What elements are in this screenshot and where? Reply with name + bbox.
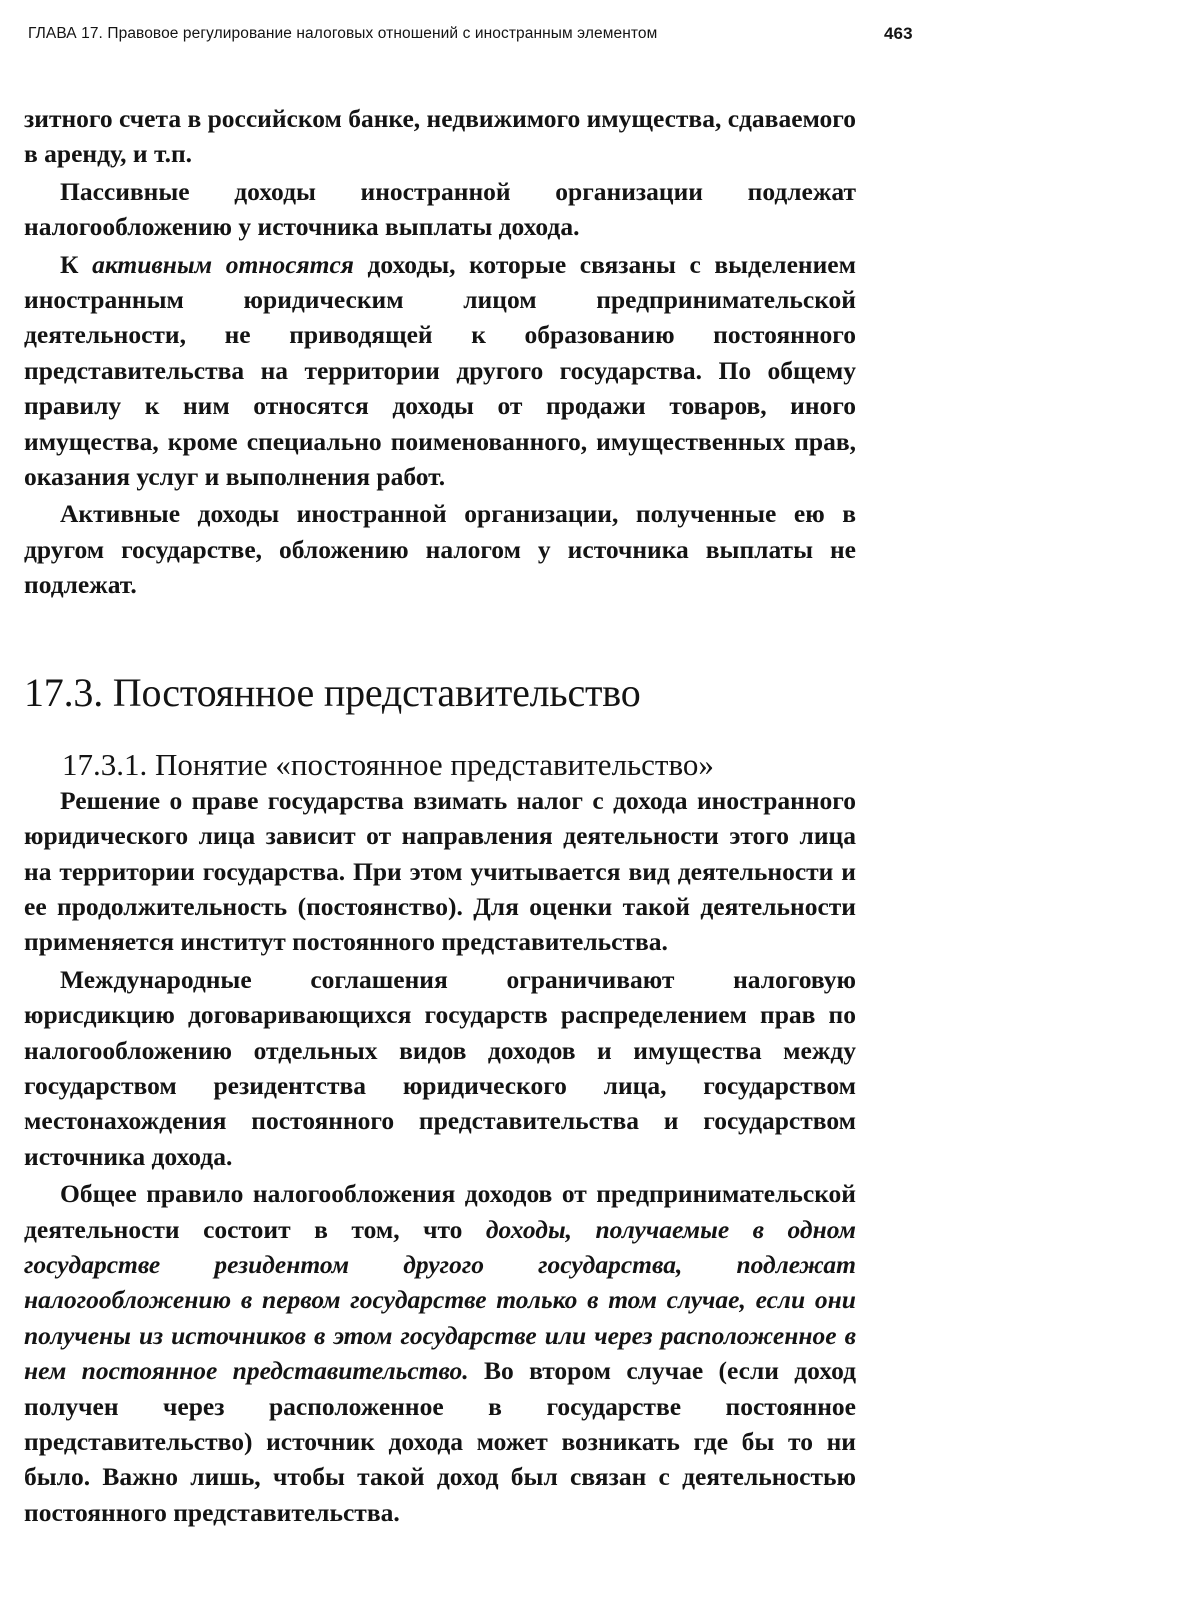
paragraph-text: доходы, которые связаны с выделением иностранным юридическим лицом предпринимательской деятельности, не приводящей к образованию постоянного представительства на территории другого государства. По общему правилу к ним относятся доходы от продажи товаров, иного имущества, кроме специально поименованного, имущественных прав, оказания услуг и выполнения работ. [24,249,856,492]
paragraph-lead: Общее правило налогообложения доходов от предпринимательской деятельности состоит в том, что [24,1179,856,1244]
paragraph-general-rule [24,1176,856,1530]
chapter-title: ГЛАВА 17. Правовое регулирование налоговых отношений с иностранным элементом [28,25,658,42]
paragraph-text: Во втором случае (если доход получен через расположенное в государстве постоянное представительство) источник дохода может возникать где бы то ни было. Важно лишь, чтобы такой доход был связан с деятельностью постоянного представительства. [24,1356,856,1527]
paragraph-passive-income: Пассивные доходы иностранной организации подлежат налогообложению у источника выплаты дохода. [24,176,856,242]
page-number: 463 [884,24,913,43]
paragraph-international-agreements: Международные соглашения ограничивают налоговую юрисдикцию договаривающихся государств распределением прав по налогообложению отдельных видов доходов и имущества между государством резидентства юридического лица, государством местонахождения постоянного представительства и государством источника дохода. [24,964,856,1171]
subsection-title: 17.3.1. Понятие «постоянное представительство» [62,746,714,782]
paragraph-continued: зитного счета в российском банке, недвижимого имущества, сдаваемого в аренду, и т.п. [24,104,856,169]
paragraph-lead: К [60,249,93,279]
paragraph-active-income-taxation: Активные доходы иностранной организации, полученные ею в другом государстве, обложению налогом у источника выплаты не подлежат. [24,499,856,600]
paragraph-active-income [24,247,856,495]
paragraph-taxation-right: Решение о праве государства взимать налог с дохода иностранного юридического лица зависит от направления деятельности этого лица на территории государства. При этом учитывается вид деятельности и ее продолжительность (постоянство). Для оценки такой деятельности применяется институт постоянного представительства. [24,785,856,957]
emphasis-general-rule: доходы, получаемые в одном государстве резидентом другого государства, подлежат налогообложению в первом государстве только в том случае, если они получены из источников в этом государстве или через расположенное в нем постоянное представительство. [24,1214,856,1386]
emphasis-active: активным относятся [92,249,354,279]
running-header [28,20,928,48]
section-title: 17.3. Постоянное представительство [24,669,641,715]
page-body [24,101,856,1530]
